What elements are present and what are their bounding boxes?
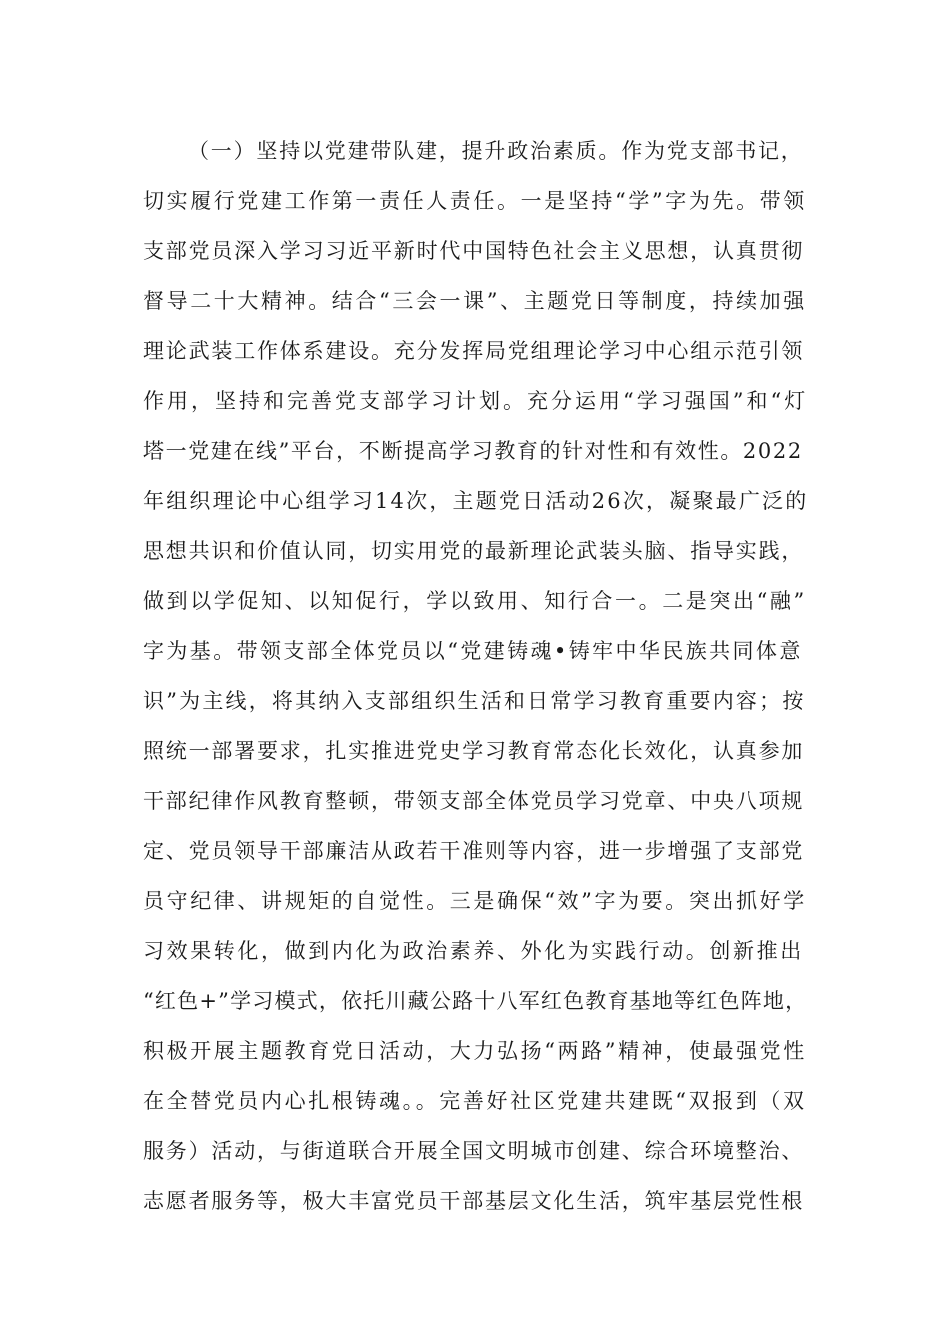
text-line: 切实履行党建工作第一责任人责任。一是坚持“学”字为先。带领 [143,189,807,213]
text-line: 识”为主线，将其纳入支部组织生活和日常学习教育重要内容；按 [143,689,806,713]
text-line: 照统一部署要求，扎实推进党史学习教育常态化长效化，认真参加 [143,739,805,763]
text-line: 督导二十大精神。结合“三会一课”、主题党日等制度，持续加强 [143,289,807,313]
text-line: 志愿者服务等，极大丰富党员干部基层文化生活，筑牢基层党性根 [143,1189,805,1213]
text-line: 支部党员深入学习习近平新时代中国特色社会主义思想，认真贯彻 [143,239,805,263]
text-line: 定、党员领导干部廉洁从政若干准则等内容，进一步增强了支部党 [143,839,805,863]
text-line: 字为基。带领支部全体党员以“党建铸魂•铸牢中华民族共同体意 [143,639,803,663]
text-line: 作用，坚持和完善党支部学习计划。充分运用“学习强国”和“灯 [143,389,809,413]
text-line: 塔一党建在线”平台，不断提高学习教育的针对性和有效性。2022 [143,439,803,463]
text-line: 干部纪律作风教育整顿，带领支部全体党员学习党章、中央八项规 [143,789,805,813]
text-line: 员守纪律、讲规矩的自觉性。三是确保“效”字为要。突出抓好学 [143,889,807,913]
text-line: 服务）活动，与街道联合开展全国文明城市创建、综合环境整治、 [143,1139,805,1163]
text-line: 积极开展主题教育党日活动，大力弘扬“两路”精神，使最强党性 [143,1039,807,1063]
text-line: （一）坚持以党建带队建，提升政治素质。作为党支部书记， [188,139,804,163]
text-line: 习效果转化，做到内化为政治素养、外化为实践行动。创新推出 [143,939,804,963]
text-line: 思想共识和价值认同，切实用党的最新理论武装头脑、指导实践， [143,539,805,563]
text-line: 理论武装工作体系建设。充分发挥局党组理论学习中心组示范引领 [143,339,805,363]
text-line: 年组织理论中心组学习14次，主题党日活动26次，凝聚最广泛的 [143,489,809,513]
text-line: 在全替党员内心扎根铸魂。。完善好社区党建共建既“双报到（双 [143,1089,807,1113]
text-line: 做到以学促知、以知促行，学以致用、知行合一。二是突出“融” [143,589,807,613]
text-line: “红色+”学习模式，依托川藏公路十八军红色教育基地等红色阵地， [143,989,808,1013]
